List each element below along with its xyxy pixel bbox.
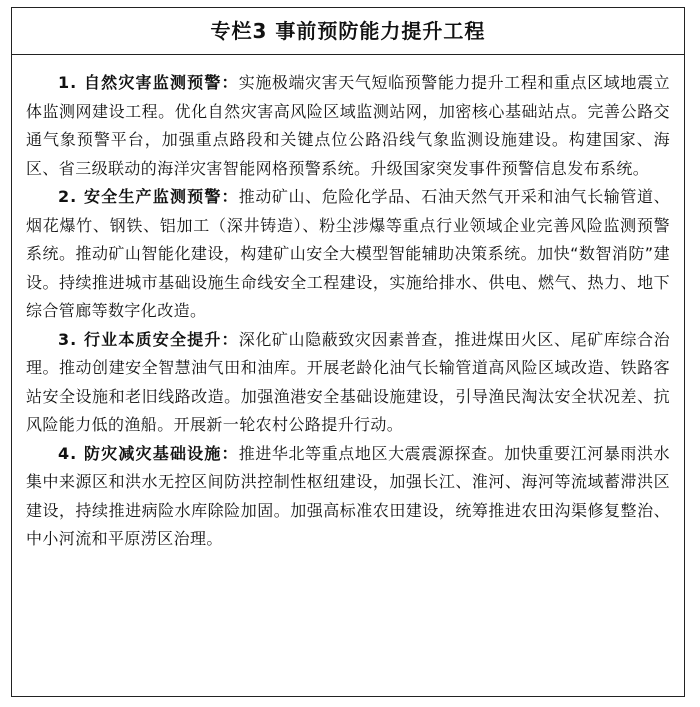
section-3 xyxy=(26,326,670,440)
section-2-body: 推动矿山、危险化学品、石油天然气开采和油气长输管道、烟花爆竹、钢铁、铝加工（深井铸造）、粉尘涉爆等重点行业领域企业完善风险监测预警系统。推动矿山智能化建设，构建矿山安全大模型智能辅助决策系统。加快“数智消防”建设。持续推进城市基础设施生命线安全工程建设，实施给排水、供电、燃气、热力、地下综合管廊等数字化改造。 xyxy=(26,187,670,320)
section-2-heading: 2. 安全生产监测预警： xyxy=(58,187,239,206)
section-4 xyxy=(26,440,670,554)
box-content xyxy=(12,55,684,554)
box-title: 专栏3 事前预防能力提升工程 xyxy=(12,8,684,55)
feature-box xyxy=(11,7,685,697)
section-4-body: 推进华北等重点地区大震震源探查。加快重要江河暴雨洪水集中来源区和洪水无控区间防洪控制性枢纽建设，加强长江、淮河、海河等流域蓄滞洪区建设，持续推进病险水库除险加固。加强高标准农田建设，统筹推进农田沟渠修复整治、中小河流和平原涝区治理。 xyxy=(26,443,670,548)
section-3-heading: 3. 行业本质安全提升： xyxy=(58,329,239,349)
section-2 xyxy=(26,183,670,326)
section-1-body: 实施极端灾害天气短临预警能力提升工程和重点区域地震立体监测网建设工程。优化自然灾害高风险区域监测站网，加密核心基础站点。完善公路交通气象预警平台，加强重点路段和关键点位公路沿线气象监测设施建设。构建国家、海区、省三级联动的海洋灾害智能网格预警系统。升级国家突发事件预警信息发布系统。 xyxy=(26,73,670,178)
section-3-body: 深化矿山隐蔽致灾因素普查，推进煤田火区、尾矿库综合治理。推动创建安全智慧油气田和油库。开展老龄化油气长输管道高风险区域改造、铁路客站安全设施和老旧线路改造。加强渔港安全基础设施建设，引导渔民淘汰安全状况差、抗风险能力低的渔船。开展新一轮农村公路提升行动。 xyxy=(26,329,670,434)
section-4-heading: 4. 防灾减灾基础设施： xyxy=(58,443,239,463)
section-1 xyxy=(26,69,670,183)
section-1-heading: 1. 自然灾害监测预警： xyxy=(58,73,239,92)
